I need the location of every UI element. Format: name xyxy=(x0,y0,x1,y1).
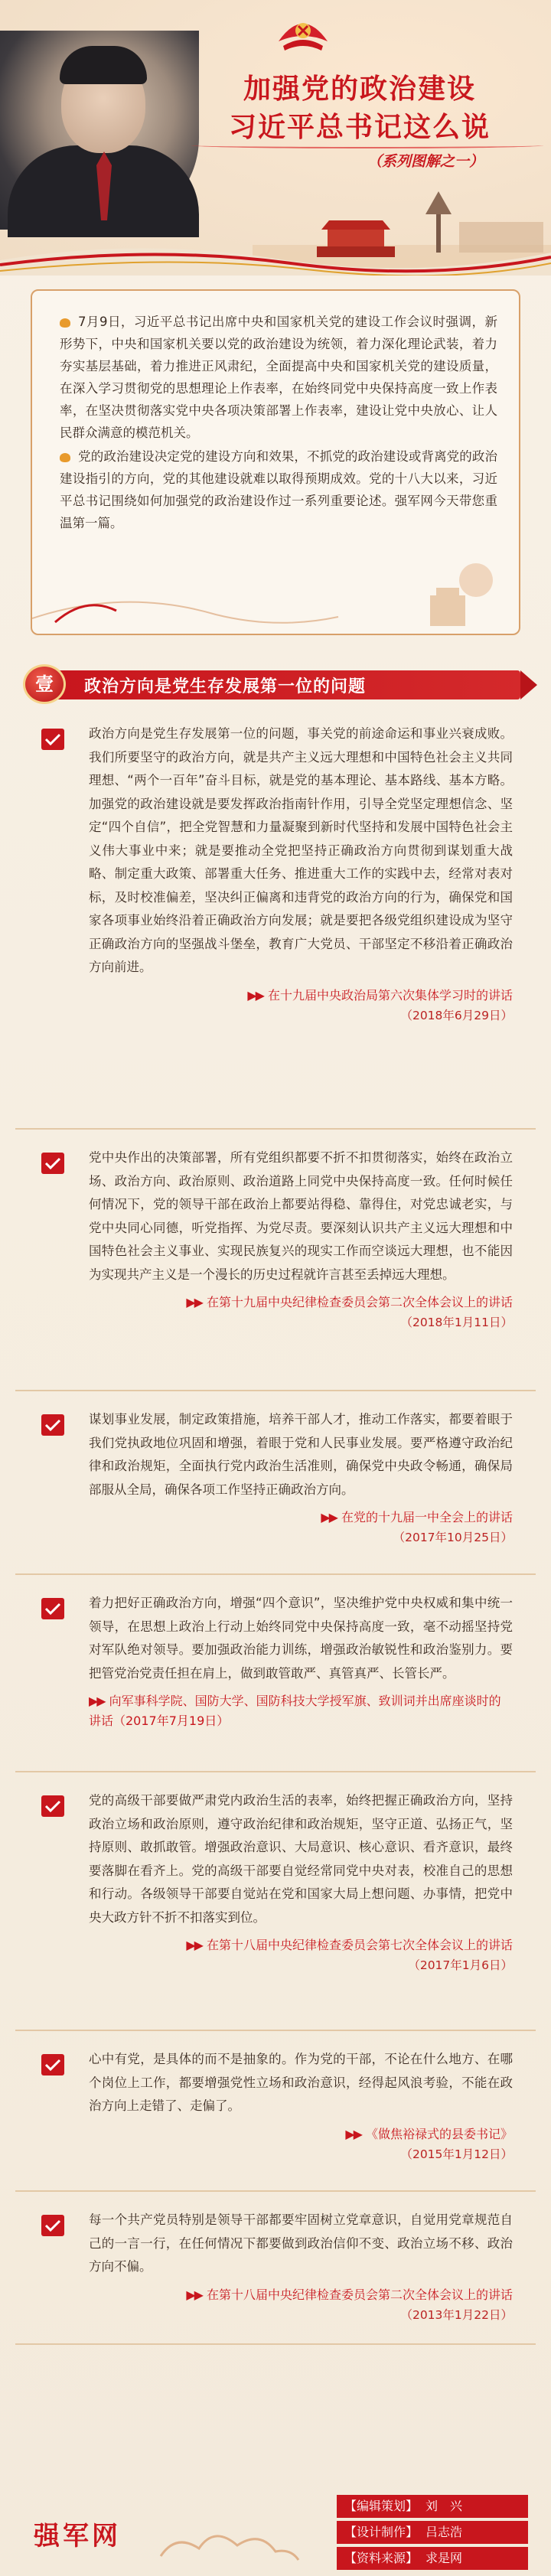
title-ribbon xyxy=(191,142,543,148)
quote-text: 着力把好正确政治方向，增强“四个意识”，坚决维护党中央权威和集中统一领导，在思想上政治上行动上始终同党中央保持高度一致，毫不动摇坚持党对军队绝对领导。要加强政治能力训练，增强政治敏锐性和政治鉴别力。要把管党治党责任担在肩上，做到敢管敢严、真管真严、长管长严。 xyxy=(89,1596,513,1681)
quote-source: 在党的十九届一中全会上的讲话 xyxy=(341,1510,513,1524)
series-subtitle: （系列图解之一） xyxy=(367,153,484,170)
quote-source: 在第十九届中央纪律检查委员会第二次全体会议上的讲话 xyxy=(206,1295,513,1309)
quote-card xyxy=(15,706,536,1130)
quote-text: 每一个共产党员特别是领导干部都要牢固树立党章意识，自觉用党章规范自己的一言一行，在任何情况下都要做到政治信仰不变、政治立场不移、政治方向不偏。 xyxy=(89,2212,513,2274)
main-title-line1: 加强党的政治建设 xyxy=(243,73,476,105)
clipboard-check-icon xyxy=(38,2212,69,2238)
quote-source: 《做焦裕禄式的县委书记》 xyxy=(365,2126,513,2141)
quote-date: （2018年6月29日） xyxy=(400,1008,513,1022)
credits-list xyxy=(337,2495,528,2573)
cloud-decoration xyxy=(153,2518,306,2571)
quote-card xyxy=(15,2031,536,2192)
quote-source: 在十九届中央政治局第六次集体学习时的讲话 xyxy=(267,987,513,1003)
quote-date: （2017年1月6日） xyxy=(408,1958,513,1972)
quote-text: 政治方向是党生存发展第一位的问题，事关党的前途命运和事业兴衰成败。我们所要坚守的政治方向，就是共产主义远大理想和中国特色社会主义共同理想、“两个一百年”奋斗目标，就是党的基本理论、基本路线、基本方略。加强党的政治建设就是要发挥政治指南针作用，引导全党坚定理想信念、坚定“四个自信”，把全党智慧和力量凝聚到新时代坚持和发展中国特色社会主义伟大事业中来；就是要推动全党把坚持正确政治方向贯彻到谋划重大战略、制定重大政策、部署重大任务、推进重大工作的实践中去，经常对表对标，及时校准偏差，坚决纠正偏离和违背党的政治方向的行为，确保党和国家各项事业始终沿着正确政治方向发展；就是要把各级党组织建设成为坚守正确政治方向的坚强战斗堡垒，教育广大党员、干部坚定不移沿着正确政治方向前进。 xyxy=(89,726,513,974)
arrow-icon: ▶▶ xyxy=(89,1694,105,1708)
intro-paragraph-2: 党的政治建设决定党的建设方向和效果，不抓党的政治建设或背离党的政治建设指引的方向，党的其他建设就难以取得预期成效。党的十八大以来，习近平总书记围绕如何加强党的政治建设作过一系列重要论述。强军网今天带您重温第一篇。 xyxy=(60,449,497,530)
hero-banner xyxy=(0,0,551,276)
footer xyxy=(0,2487,551,2576)
arrow-icon: ▶▶ xyxy=(186,1295,202,1309)
section-title: 政治方向是党生存发展第一位的问题 xyxy=(84,677,367,696)
arrow-icon: ▶▶ xyxy=(247,987,263,1003)
red-wave-decoration xyxy=(0,237,551,276)
quote-source: 在第十八届中央纪律检查委员会第二次全体会议上的讲话 xyxy=(206,2287,513,2302)
arrow-icon: ▶▶ xyxy=(321,1510,337,1524)
clipboard-check-icon xyxy=(38,1411,69,1437)
section-badge: 壹 xyxy=(23,664,66,704)
credit-source: 【资料来源】 求是网 xyxy=(337,2547,528,2570)
clipboard-check-icon xyxy=(38,726,69,752)
quote-date: （2015年1月12日） xyxy=(400,2147,513,2161)
quote-text: 党中央作出的决策部署，所有党组织都要不折不扣贯彻落实，始终在政治立场、政治方向、政治原则、政治道路上同党中央保持高度一致。任何时候任何情况下，党的领导干部在政治上都要站得稳、靠得住，对党忠诚老实，与党中央同心同德，听党指挥、为党尽责。要深刻认识共产主义远大理想和中国特色社会主义事业、实现民族复兴的现实工作而空谈远大理想，也不能因为实现共产主义是一个漫长的历史过程就许言甚至丢掉远大理想。 xyxy=(89,1150,513,1282)
portrait-photo xyxy=(0,31,199,230)
clipboard-check-icon xyxy=(38,1149,69,1176)
brand-logo: 强军网 xyxy=(34,2521,121,2552)
arrow-icon: ▶▶ xyxy=(186,1938,202,1952)
quote-date: （2013年1月22日） xyxy=(400,2307,513,2322)
credit-designer: 【设计制作】 吕志浩 xyxy=(337,2521,528,2544)
arrow-icon: ▶▶ xyxy=(345,2126,361,2141)
section-header xyxy=(15,664,536,704)
section-title-bar xyxy=(54,670,520,699)
main-title-line2: 习近平总书记这么说 xyxy=(228,111,491,143)
clipboard-check-icon xyxy=(38,1595,69,1621)
clipboard-check-icon xyxy=(38,2051,69,2077)
quote-card xyxy=(15,1130,536,1391)
intro-box xyxy=(31,289,520,635)
quote-card xyxy=(15,1575,536,1772)
quote-text: 心中有党，是具体的而不是抽象的。作为党的干部，不论在什么地方、在哪个岗位上工作，都要增强党性立场和政治意识，经得起风浪考验，不能在政治方向上走错了、走偏了。 xyxy=(89,2052,513,2113)
quote-date: （2017年10月25日） xyxy=(393,1531,513,1544)
quote-card xyxy=(15,1772,536,2031)
quote-text: 谋划事业发展，制定政策措施，培养干部人才，推动工作落实，都要着眼于我们党执政地位巩固和增强，着眼于党和人民事业发展。要严格遵守政治纪律和政治规矩，全面执行党内政治生活准则，确保党中央政令畅通，确保局部服从全局，确保各项工作坚持正确政治方向。 xyxy=(89,1412,513,1497)
party-emblem-icon xyxy=(276,11,331,57)
bullet-icon xyxy=(60,453,70,462)
intro-decoration xyxy=(32,549,522,634)
arrow-icon: ▶▶ xyxy=(186,2287,202,2302)
intro-paragraph-1: 7月9日，习近平总书记出席中央和国家机关党的建设工作会议时强调，新形势下，中央和国家机关要以党的政治建设为统领，着力深化理论武装，着力夯实基层基础，着力推进正风肃纪，全面提高中央和国家机关党的建设质量，在深入学习贯彻党的思想理论上作表率，在始终同党中央保持高度一致上作表率，在坚决贯彻落实党中央各项决策部署上作表率，建设让党中央放心、让人民群众满意的模范机关。 xyxy=(60,315,497,440)
credit-editor: 【编辑策划】 刘 兴 xyxy=(337,2495,528,2518)
quote-date: （2018年1月11日） xyxy=(400,1316,513,1329)
quote-source: 在第十八届中央纪律检查委员会第七次全体会议上的讲话 xyxy=(206,1938,513,1952)
quote-source: 向军事科学院、国防大学、国防科技大学授军旗、致训词并出席座谈时的讲话（2017年7月19日） xyxy=(89,1694,501,1728)
quote-text: 党的高级干部要做严肃党内政治生活的表率，始终把握正确政治方向，坚持政治立场和政治原则，遵守政治纪律和政治规矩，坚守正道、弘扬正气，坚持原则、敢抓敢管。增强政治意识、大局意识、核心意识、看齐意识，最终要落脚在看齐上。党的高级干部要自觉经常同党中央对表，校准自己的思想和行动。各级领导干部要自觉站在党和国家大局上想问题、办事情，把党中央大政方针不折不扣落实到位。 xyxy=(89,1793,513,1925)
bullet-icon xyxy=(60,318,70,328)
quote-card xyxy=(15,1391,536,1575)
quote-card xyxy=(15,2192,536,2345)
clipboard-check-icon xyxy=(38,1792,69,1818)
